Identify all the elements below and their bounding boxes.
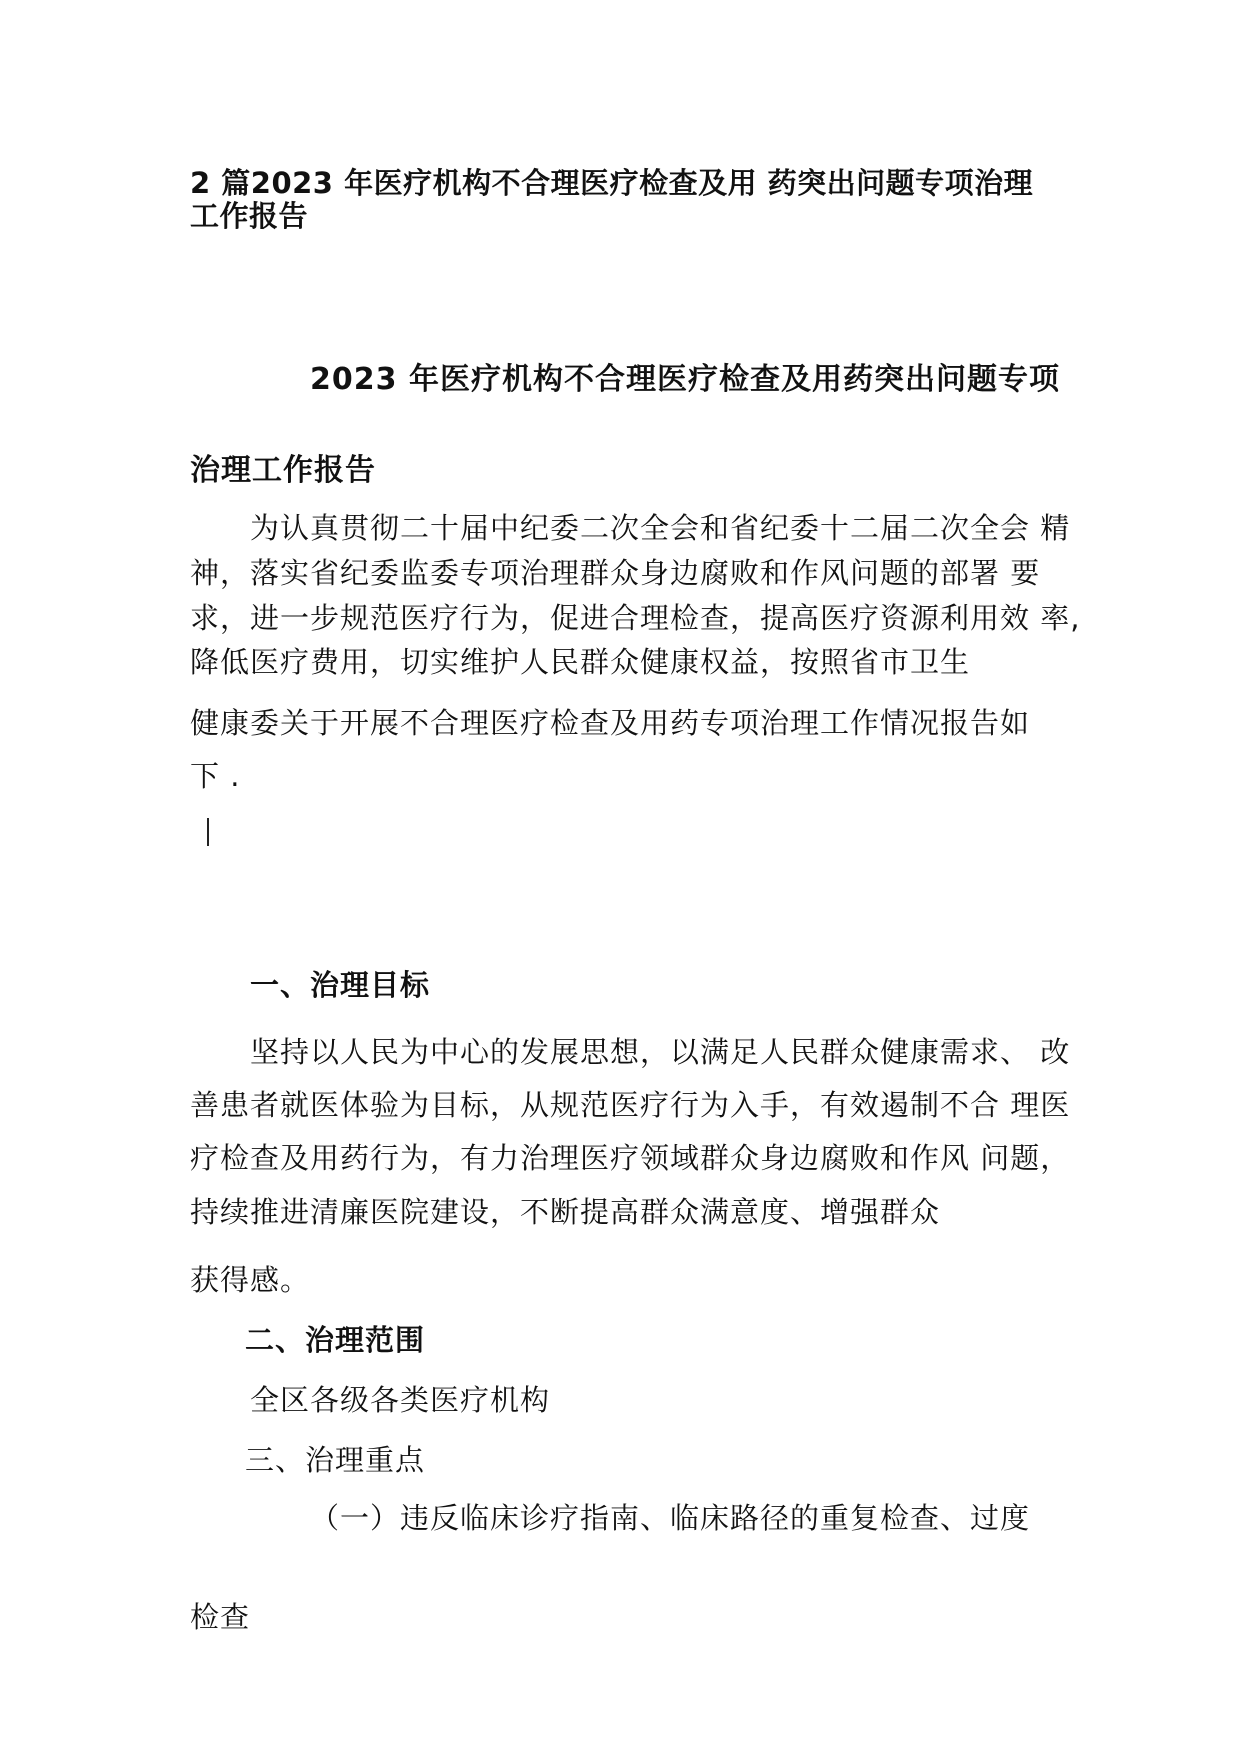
section1-heading: 一、治理目标: [250, 968, 431, 1002]
doc-title-line1: 2 篇2023 年医疗机构不合理医疗检查及用 药突出问题专项治理: [190, 166, 1034, 200]
section2-body: 全区各级各类医疗机构: [250, 1383, 551, 1417]
section2-heading: 二、治理范围: [245, 1323, 426, 1357]
section3-item1-line1: （一）违反临床诊疗指南、临床路径的重复检查、过度: [310, 1501, 1031, 1535]
section3-item1-line2: 检查: [190, 1600, 251, 1634]
section1-line3: 疗检查及用药行为，有力治理医疗领域群众身边腐败和作风 问题，: [190, 1141, 1071, 1175]
section1-line1: 坚持以人民为中心的发展思想，以满足人民群众健康需求、 改: [250, 1035, 1071, 1069]
doc-title-line2: 工作报告: [190, 199, 309, 233]
intro-line6: 下 .: [190, 759, 241, 793]
section1-line4: 持续推进清廉医院建设，不断提高群众满意度、增强群众: [190, 1195, 941, 1229]
text-cursor: [207, 818, 209, 846]
intro-line5: 健康委关于开展不合理医疗检查及用药专项治理工作情况报告如: [190, 706, 1031, 740]
section1-line2: 善患者就医体验为目标，从规范医疗行为入手，有效遏制不合 理医: [190, 1088, 1071, 1122]
intro-line4: 降低医疗费用，切实维护人民群众健康权益，按照省市卫生: [190, 645, 971, 679]
section1-line5: 获得感。: [190, 1263, 311, 1297]
intro-line3: 求，进一步规范医疗行为，促进合理检查，提高医疗资源利用效 率,: [190, 601, 1081, 635]
section3-heading: 三、治理重点: [245, 1443, 426, 1477]
intro-line2: 神，落实省纪委监委专项治理群众身边腐败和作风问题的部署 要: [190, 556, 1041, 590]
report-heading-line2: 治理工作报告: [190, 453, 376, 488]
report-heading-line1: 2023 年医疗机构不合理医疗检查及用药突出问题专项: [310, 362, 1060, 397]
intro-line1: 为认真贯彻二十届中纪委二次全会和省纪委十二届二次全会 精: [250, 511, 1071, 545]
